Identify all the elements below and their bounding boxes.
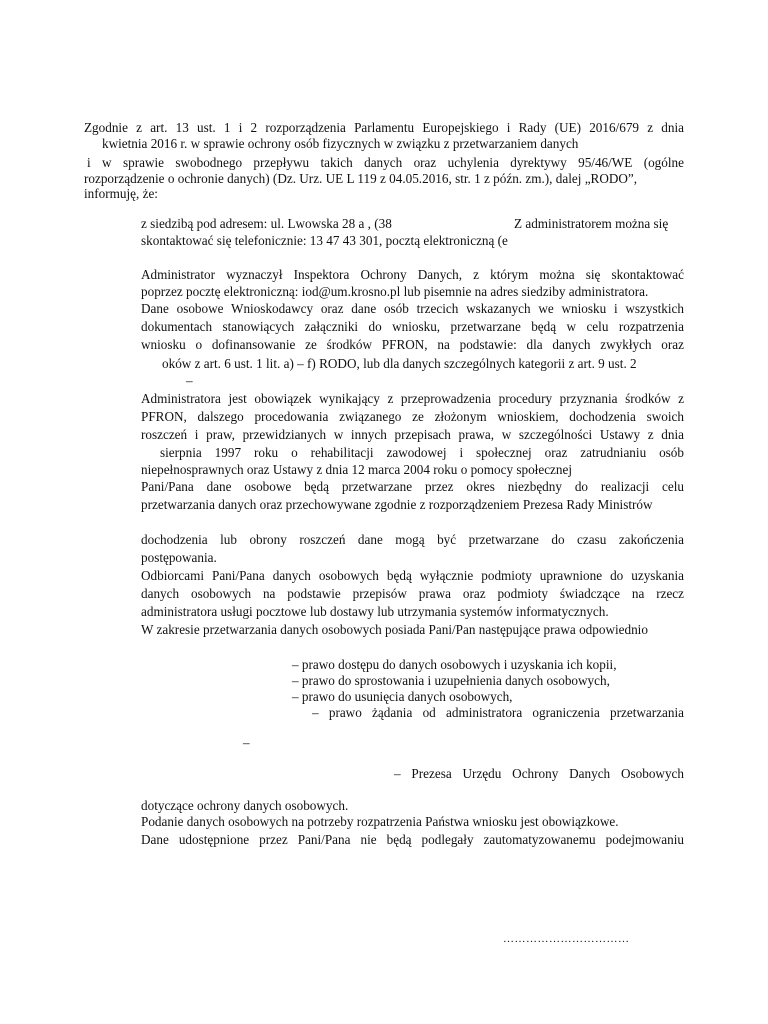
obligation-line-3: roszczeń i praw, przewidzianych w innych przepisach prawa, w szczególności Ustawy z dnia: [141, 427, 684, 442]
closing-line-3: Dane udostępnione przez Pani/Pana nie będą podlegały zautomatyzowanemu podejmowaniu: [141, 832, 684, 847]
admin-address: z siedzibą pod adresem: ul. Lwowska 28 a , (38: [141, 216, 392, 231]
rights-item-rectification: – prawo do sprostowania i uzupełnienia danych osobowych,: [292, 673, 610, 688]
storage-line-1: Pani/Pana dane osobowe będą przetwarzane przez okres niezbędny do realizacji celu: [141, 479, 684, 494]
intro-line-4: rozporządzenie o ochronie danych) (Dz. Urz. UE L 119 z 04.05.2016, str. 1 z późn. zm.), dalej „RODO”,: [84, 171, 638, 186]
purpose-line-3: wniosku o dofinansowanie ze środków PFRON, na podstawie: dla danych zwykłych oraz: [141, 337, 684, 352]
signature-dots: ……………………………: [503, 933, 630, 945]
intro-line-5: informuję, że:: [84, 186, 158, 201]
obligation-line-2: PFRON, dalszego procedowania związanego ze złożonym wnioskiem, dochodzenia swoich: [141, 409, 684, 424]
admin-contact-line: skontaktować się telefonicznie: 13 47 43 301, pocztą elektroniczną (e: [141, 233, 508, 248]
rights-intro: W zakresie przetwarzania danych osobowych posiada Pani/Pan następujące prawa odpowiednio: [141, 622, 648, 637]
purpose-line-2: dokumentach stanowiących załączniki do wniosku, przetwarzane będą w celu rozpatrzenia: [141, 319, 684, 334]
storage-line-2: przetwarzania danych oraz przechowywane zgodnie z rozporządzeniem Prezesa Rady Ministrów: [141, 497, 653, 512]
retention-line-2: postępowania.: [141, 550, 217, 565]
rights-dash: –: [243, 735, 250, 750]
recipients-line-3: administratora usługi pocztowe lub dostawy lub utrzymania systemów informatycznych.: [141, 604, 609, 619]
intro-line-3: i w sprawie swobodnego przepływu takich danych oraz uchylenia dyrektywy 95/46/WE (ogólne: [87, 155, 684, 170]
iod-line-1: Administrator wyznaczył Inspektora Ochrony Danych, z którym można się skontaktować: [141, 267, 684, 282]
purpose-line-1: Dane osobowe Wnioskodawcy oraz dane osób trzecich wskazanych we wniosku i wszystkich: [141, 301, 684, 316]
intro-line-1: Zgodnie z art. 13 ust. 1 i 2 rozporządzenia Parlamentu Europejskiego i Rady (UE) 2016/679 z dnia: [84, 120, 684, 135]
obligation-line-1: Administratora jest obowiązek wynikający z przeprowadzenia procedury przyznania środków z: [141, 391, 684, 406]
iod-line-2: poprzez pocztę elektroniczną: iod@um.krosno.pl lub pisemnie na adres siedziby administratora.: [141, 284, 649, 299]
purpose-dash: –: [186, 373, 193, 388]
admin-contact-intro: Z administratorem można się: [514, 216, 669, 231]
rights-item-erasure: – prawo do usunięcia danych osobowych,: [292, 689, 513, 704]
rights-item-complaint: – Prezesa Urzędu Ochrony Danych Osobowych: [394, 766, 684, 781]
recipients-line-1: Odbiorcami Pani/Pana danych osobowych będą wyłącznie podmioty uprawnione do uzyskania: [141, 568, 684, 583]
purpose-line-4: oków z art. 6 ust. 1 lit. a) – f) RODO, lub dla danych szczególnych kategorii z art. 9 ust. 2: [162, 356, 637, 371]
retention-line-1: dochodzenia lub obrony roszczeń dane mogą być przetwarzane do czasu zakończenia: [141, 532, 684, 547]
obligation-line-4: sierpnia 1997 roku o rehabilitacji zawodowej i społecznej oraz zatrudnianiu osób: [160, 445, 684, 460]
intro-line-2: kwietnia 2016 r. w sprawie ochrony osób fizycznych w związku z przetwarzaniem danych: [102, 136, 579, 151]
rights-item-access: – prawo dostępu do danych osobowych i uzyskania ich kopii,: [292, 657, 617, 672]
obligation-line-5: niepełnosprawnych oraz Ustawy z dnia 12 marca 2004 roku o pomocy społecznej: [141, 462, 573, 477]
recipients-line-2: danych osobowych na podstawie przepisów prawa oraz podmioty świadczące na rzecz: [141, 586, 684, 601]
rights-item-restriction: – prawo żądania od administratora ograniczenia przetwarzania: [312, 705, 684, 720]
closing-line-2: Podanie danych osobowych na potrzeby rozpatrzenia Państwa wniosku jest obowiązkowe.: [141, 814, 619, 829]
closing-line-1: dotyczące ochrony danych osobowych.: [141, 798, 349, 813]
